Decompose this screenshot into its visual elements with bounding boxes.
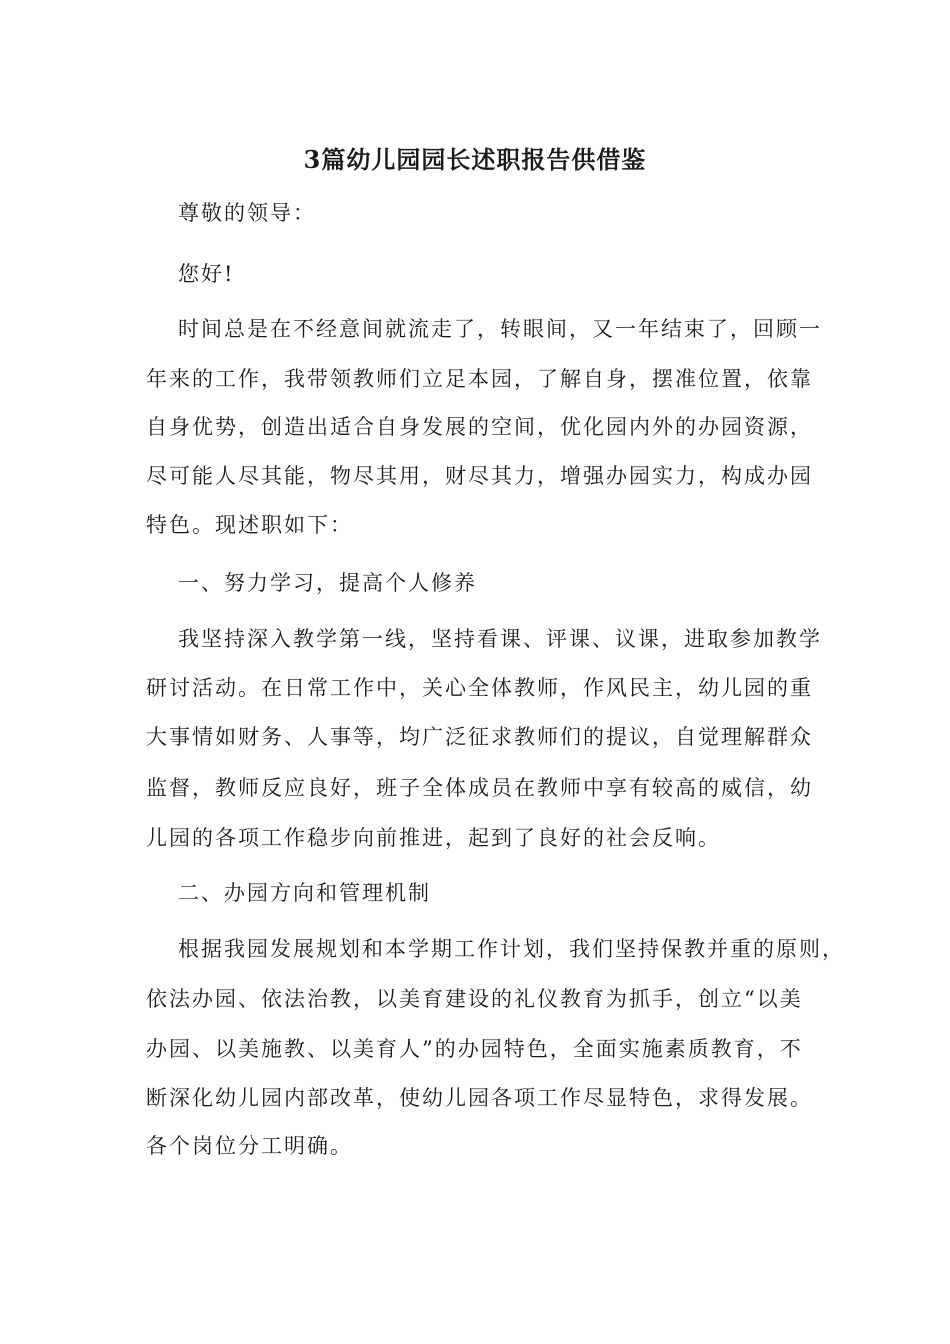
paragraph-line: 儿园的各项工作稳步向前推进，起到了良好的社会反响。: [146, 826, 721, 850]
paragraph-line: 监督，教师反应良好，班子全体成员在教师中享有较高的威信，幼: [146, 776, 813, 800]
salutation: 尊敬的领导：: [178, 201, 316, 225]
paragraph-line: 年来的工作，我带领教师们立足本园，了解自身，摆准位置，依靠: [146, 367, 813, 391]
paragraph-line: 自身优势，创造出适合自身发展的空间，优化园内外的办园资源，: [146, 415, 813, 439]
greeting: 您好!: [178, 262, 235, 286]
paragraph-line: 断深化幼儿园内部改革，使幼儿园各项工作尽显特色，求得发展。: [146, 1086, 813, 1110]
paragraph-line: 我坚持深入教学第一线，坚持看课、评课、议课，进取参加教学: [178, 627, 822, 651]
paragraph-line: 尽可能人尽其能，物尽其用，财尽其力，增强办园实力，构成办园: [146, 464, 813, 488]
paragraph-line: 办园、以美施教、以美育人”的办园特色，全面实施素质教育，不: [146, 1037, 803, 1061]
section-heading-1: 一、努力学习，提高个人修养: [178, 571, 477, 595]
section-heading-2: 二、办园方向和管理机制: [178, 881, 431, 905]
document-title: 3篇幼儿园园长述职报告供借鉴: [303, 145, 647, 174]
paragraph-line: 各个岗位分工明确。: [146, 1134, 353, 1158]
paragraph-line: 根据我园发展规划和本学期工作计划，我们坚持保教并重的原则，: [178, 937, 845, 961]
paragraph-line: 依法办园、依法治教，以美育建设的礼仪教育为抓手，创立“以美: [146, 987, 803, 1011]
paragraph-line: 特色。现述职如下：: [146, 513, 353, 537]
paragraph-line: 时间总是在不经意间就流走了，转眼间，又一年结束了，回顾一: [178, 317, 822, 341]
paragraph-line: 研讨活动。在日常工作中，关心全体教师，作风民主，幼儿园的重: [146, 676, 813, 700]
paragraph-line: 大事情如财务、人事等，均广泛征求教师们的提议，自觉理解群众: [146, 725, 813, 749]
